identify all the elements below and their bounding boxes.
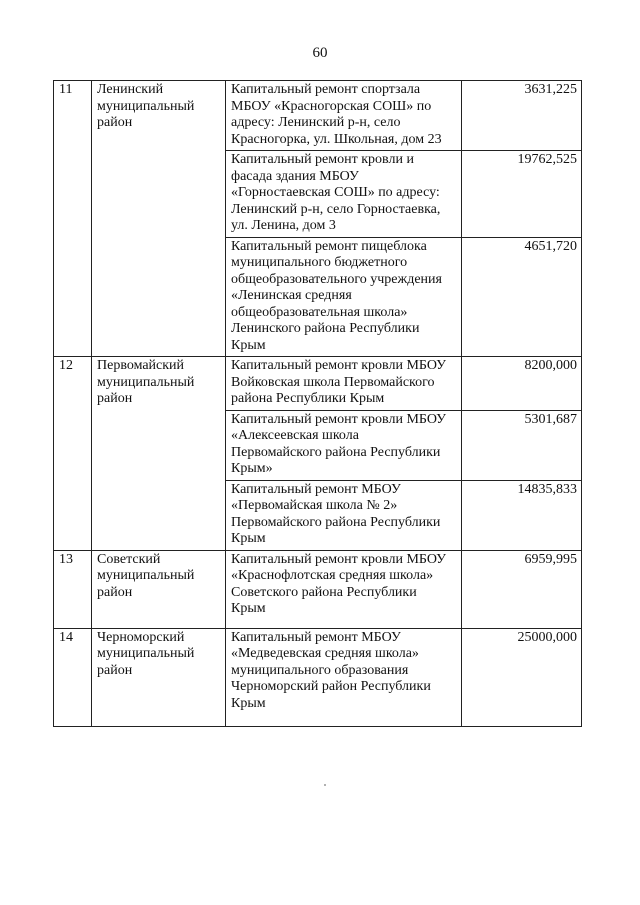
- text-line: Войковская школа Первомайского: [231, 374, 435, 390]
- text-line: Первомайского района Республики: [231, 514, 441, 530]
- text-line: Ленинский: [97, 82, 164, 97]
- text-line: Капитальный ремонт пищеблока: [231, 238, 427, 254]
- district-cell: [92, 550, 226, 628]
- text-line: «Ленинская средняя: [231, 288, 352, 303]
- district-cell: [92, 628, 226, 726]
- text-line: Черноморский: [97, 629, 185, 645]
- district-cell: [92, 357, 226, 551]
- text-line: Крым: [231, 601, 266, 616]
- text-line: муниципальный: [97, 646, 195, 661]
- amount-cell: 25000,000: [462, 628, 582, 726]
- district-cell: [92, 81, 226, 357]
- row-number-cell: 12: [54, 357, 92, 551]
- text-line: муниципальный: [97, 568, 195, 583]
- text-line: муниципального бюджетного: [231, 255, 408, 270]
- scan-speck: [324, 784, 326, 786]
- work-description-cell: [226, 628, 462, 726]
- text-line: район: [97, 584, 133, 600]
- funding-table: [53, 80, 582, 727]
- row-number-cell: 11: [54, 81, 92, 357]
- text-line: муниципального образования: [231, 662, 409, 678]
- amount-cell: 6959,995: [462, 550, 582, 628]
- page-number: 60: [312, 45, 328, 61]
- text-line: Ленинского района Республики: [231, 321, 420, 336]
- text-line: Капитальный ремонт кровли МБОУ: [231, 551, 447, 567]
- amount-cell: 3631,225: [462, 81, 582, 151]
- text-line: фасада здания МБОУ: [231, 168, 359, 184]
- row-number-cell: 14: [54, 628, 92, 726]
- text-line: Советский: [97, 551, 161, 567]
- amount-cell: 19762,525: [462, 151, 582, 238]
- text-line: Красногорка, ул. Школьная, дом 23: [231, 131, 442, 147]
- text-line: муниципальный: [97, 98, 195, 114]
- work-description-cell: [226, 410, 462, 480]
- text-line: район: [97, 662, 133, 678]
- text-line: Первомайский: [97, 358, 185, 373]
- text-line: «Горностаевская СОШ» по адресу:: [231, 185, 440, 200]
- text-line: Первомайского района Республики: [231, 444, 441, 460]
- table-row: [54, 357, 582, 411]
- text-line: «Медведевская средняя школа»: [231, 646, 419, 661]
- text-line: МБОУ «Красногорская СОШ» по: [231, 98, 432, 114]
- text-line: муниципальный: [97, 374, 195, 390]
- text-line: общеобразовательного учреждения: [231, 271, 442, 287]
- text-line: Капитальный ремонт спортзала: [231, 82, 421, 97]
- text-line: «Алексеевская школа: [231, 428, 359, 443]
- table-body: [54, 81, 582, 727]
- text-line: район: [97, 391, 133, 406]
- text-line: Крым: [231, 531, 266, 546]
- text-line: Крым: [231, 337, 266, 353]
- text-line: «Первомайская школа № 2»: [231, 498, 398, 513]
- text-line: общеобразовательная школа»: [231, 304, 408, 320]
- text-line: Крым»: [231, 461, 273, 476]
- work-description-cell: [226, 480, 462, 550]
- amount-cell: 14835,833: [462, 480, 582, 550]
- text-line: Ленинский р-н, село Горностаевка,: [231, 201, 441, 217]
- text-line: Советского района Республики: [231, 584, 417, 600]
- table-row: [54, 81, 582, 151]
- text-line: Капитальный ремонт кровли и: [231, 152, 414, 167]
- text-line: Капитальный ремонт МБОУ: [231, 481, 401, 497]
- row-number-cell: 13: [54, 550, 92, 628]
- amount-cell: 4651,720: [462, 237, 582, 357]
- text-line: Капитальный ремонт МБОУ: [231, 629, 401, 645]
- amount-cell: 5301,687: [462, 410, 582, 480]
- work-description-cell: [226, 357, 462, 411]
- table-row: [54, 550, 582, 628]
- work-description-cell: [226, 550, 462, 628]
- text-line: района Республики Крым: [231, 391, 385, 406]
- work-description-cell: [226, 151, 462, 238]
- work-description-cell: [226, 81, 462, 151]
- text-line: «Краснофлотская средняя школа»: [231, 568, 434, 583]
- table-row: [54, 628, 582, 726]
- text-line: адресу: Ленинский р-н, село: [231, 115, 401, 130]
- text-line: район: [97, 115, 133, 130]
- text-line: Крым: [231, 695, 266, 711]
- text-line: ул. Ленина, дом 3: [231, 218, 336, 233]
- text-line: Капитальный ремонт кровли МБОУ: [231, 358, 447, 373]
- text-line: Капитальный ремонт кровли МБОУ: [231, 411, 447, 427]
- text-line: Черноморский район Республики: [231, 679, 431, 694]
- work-description-cell: [226, 237, 462, 357]
- amount-cell: 8200,000: [462, 357, 582, 411]
